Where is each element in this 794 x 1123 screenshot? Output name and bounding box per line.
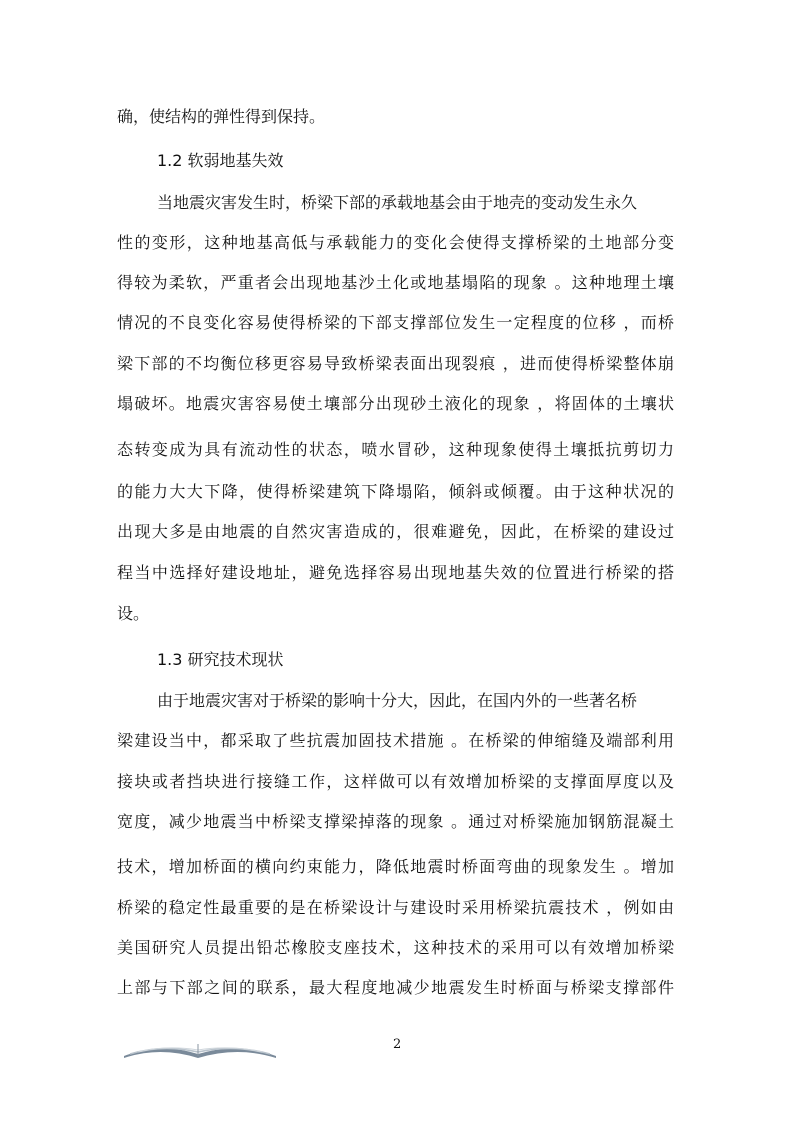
paragraph-line: 宽度，减少地震当中桥梁支撑梁掉落的现象 。通过对桥梁施加钢筋混凝土 <box>117 812 674 831</box>
section-heading: 1.2 软弱地基失效 <box>157 151 284 170</box>
paragraph-line: 当地震灾害发生时，桥梁下部的承载地基会由于地壳的变动发生永久 <box>157 193 638 212</box>
page-number: 2 <box>393 1037 402 1052</box>
paragraph-line: 桥梁的稳定性最重要的是在桥梁设计与建设时采用桥梁抗震技术 ，例如由 <box>117 898 674 917</box>
paragraph-line: 设。 <box>117 604 150 623</box>
paragraph-line: 情况的不良变化容易使得桥梁的下部支撑部位发生一定程度的位移 ，而桥 <box>117 313 674 332</box>
paragraph-line: 塌破坏。地震灾害容易使土壤部分出现砂土液化的现象 ，将固体的土壤状 <box>117 394 674 413</box>
paragraph-line: 美国研究人员提出铅芯橡胶支座技术，这种技术的采用可以有效增加桥梁 <box>117 938 674 957</box>
paragraph-line: 由于地震灾害对于桥梁的影响十分大，因此，在国内外的一些著名桥 <box>157 691 638 710</box>
paragraph-line: 技术，增加桥面的横向约束能力，降低地震时桥面弯曲的现象发生 。增加 <box>117 857 674 876</box>
open-book-icon <box>120 1036 280 1060</box>
paragraph-line: 梁下部的不均衡位移更容易导致桥梁表面出现裂痕 ，进而使得桥梁整体崩 <box>117 354 674 373</box>
paragraph-line: 态转变成为具有流动性的状态，喷水冒砂，这种现象使得土壤抵抗剪切力 <box>117 440 674 459</box>
paragraph-line: 上部与下部之间的联系，最大程度地减少地震发生时桥面与桥梁支撑部件 <box>117 978 674 997</box>
section-heading: 1.3 研究技术现状 <box>157 650 284 669</box>
paragraph-line: 性的变形，这种地基高低与承载能力的变化会使得支撑桥梁的土地部分变 <box>117 233 674 252</box>
paragraph-line: 出现大多是由地震的自然灾害造成的，很难避免，因此，在桥梁的建设过 <box>117 522 674 541</box>
paragraph-line: 的能力大大下降，使得桥梁建筑下降塌陷，倾斜或倾覆。由于这种状况的 <box>117 482 674 501</box>
paragraph-line: 梁建设当中，都采取了些抗震加固技术措施 。在桥梁的伸缩缝及端部利用 <box>117 731 674 750</box>
paragraph-line: 接块或者挡块进行接缝工作，这样做可以有效增加桥梁的支撑面厚度以及 <box>117 772 674 791</box>
paragraph-line: 程当中选择好建设地址，避免选择容易出现地基失效的位置进行桥梁的搭 <box>117 563 674 582</box>
paragraph-line: 得较为柔软，严重者会出现地基沙土化或地基塌陷的现象 。这种地理土壤 <box>117 273 674 292</box>
text-line: 确，使结构的弹性得到保持。 <box>117 107 326 126</box>
